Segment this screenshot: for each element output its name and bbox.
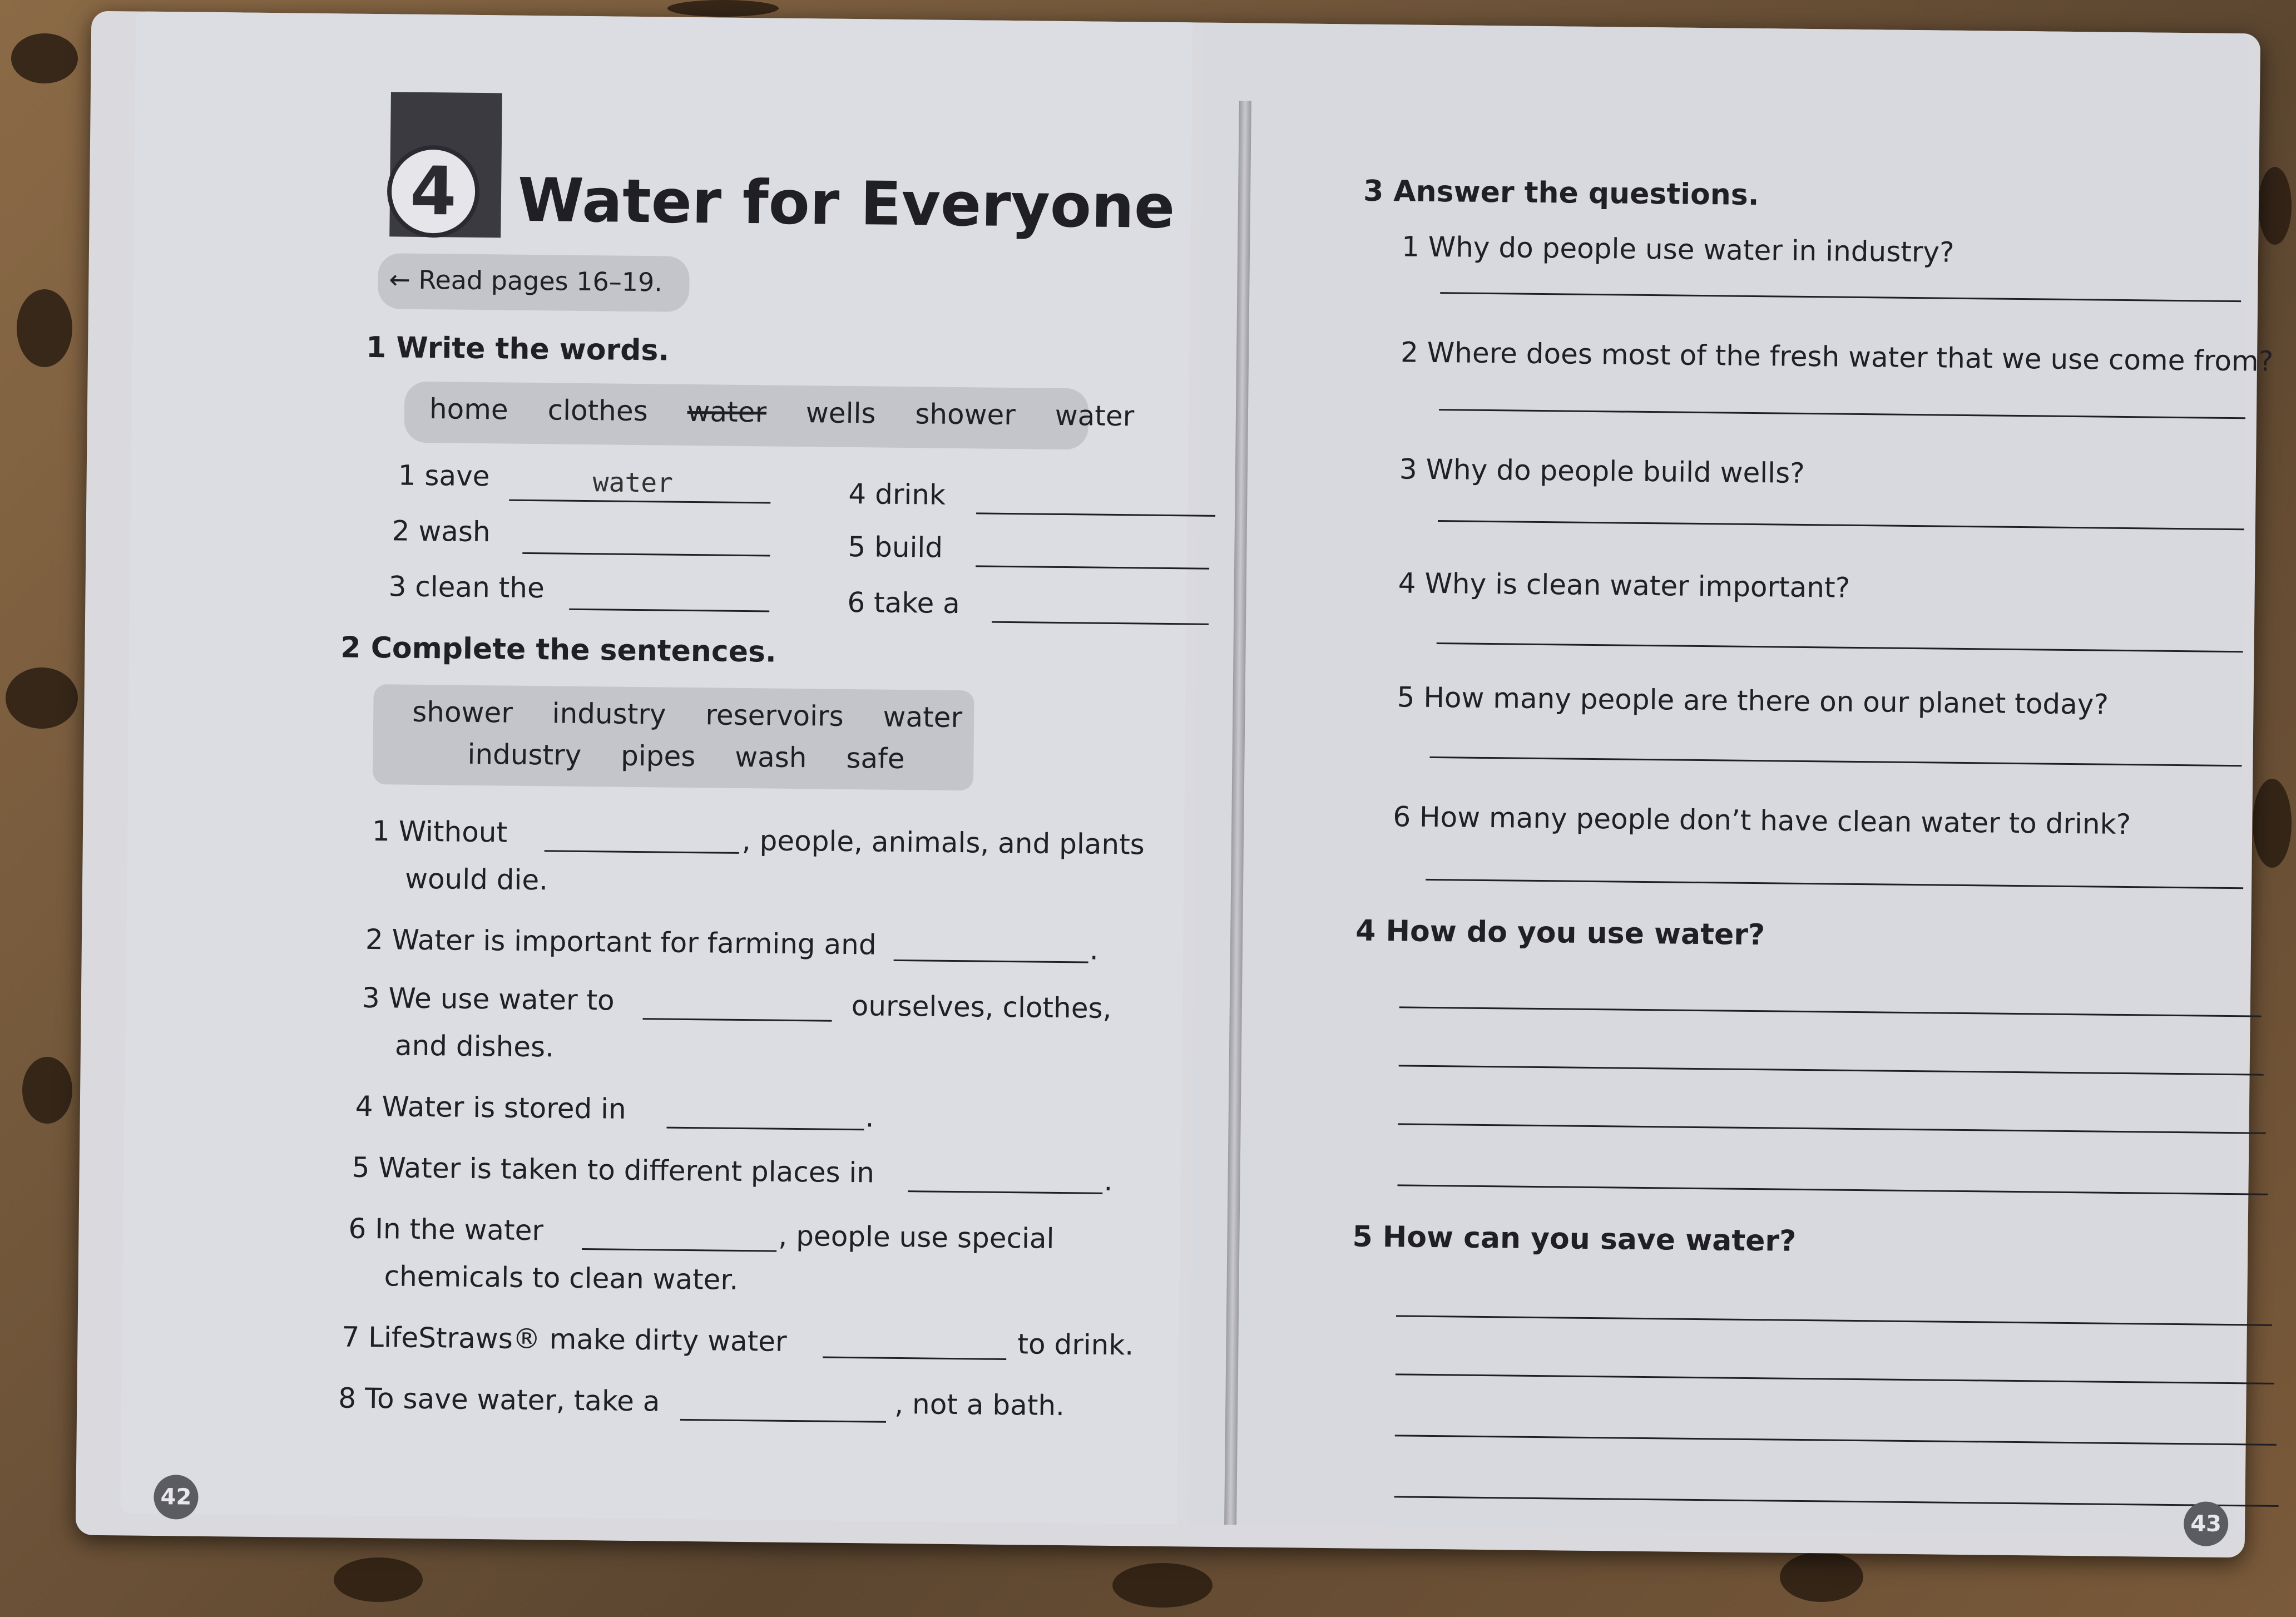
word-bank-item: home	[429, 393, 509, 426]
unit-number: 4	[409, 152, 457, 231]
ex1-item-3: 3 clean the	[388, 570, 545, 605]
ex3-question-5: 5 How many people are there on our planet today?	[1397, 681, 2109, 721]
word-bank-item: water	[883, 700, 963, 734]
unit-number-badge	[387, 145, 480, 238]
ex2-sentence-3-cont: and dishes.	[394, 1029, 555, 1064]
word-bank-item: wash	[734, 740, 807, 774]
word-bank-item: reservoirs	[705, 699, 844, 733]
word-bank-item: industry	[552, 697, 666, 731]
ex2-sentence-7-end: to drink.	[1017, 1328, 1134, 1362]
ex3-heading: 3 Answer the questions.	[1363, 174, 1759, 212]
ex2-sentence-5-start: 5 Water is taken to different places in	[352, 1151, 875, 1189]
ex2-sentence-5-end: .	[1104, 1164, 1113, 1197]
word-bank-item: water	[1055, 399, 1135, 433]
ex3-question-1: 1 Why do people use water in industry?	[1401, 230, 1954, 269]
ex2-sentence-6-end: , people use special	[778, 1219, 1055, 1255]
ex2-sentence-6-start: 6 In the water	[348, 1212, 544, 1247]
ex3-question-3: 3 Why do people build wells?	[1399, 453, 1805, 489]
ex3-question-2: 2 Where does most of the fresh water that we use come from?	[1400, 336, 2274, 378]
ex2-sentence-3-end: ourselves, clothes,	[851, 990, 1112, 1025]
word-bank-item: shower	[915, 398, 1016, 432]
ex4-heading: 4 How do you use water?	[1355, 914, 1765, 952]
ex2-word-bank-row-1	[412, 696, 993, 734]
ex2-sentence-8-end: , not a bath.	[894, 1387, 1065, 1422]
page-number-right: 43	[2184, 1501, 2229, 1546]
ex2-sentence-3-start: 3 We use water to	[362, 981, 615, 1017]
ex2-sentence-1-start: 1 Without	[372, 815, 508, 849]
word-bank-item: industry	[467, 738, 582, 772]
page-number-left: 42	[154, 1475, 199, 1520]
read-pages-text: Read pages 16–19.	[418, 264, 663, 298]
ex2-sentence-4-end: .	[865, 1101, 874, 1134]
word-bank-item: shower	[412, 695, 513, 729]
ex1-answer-1: water	[592, 467, 674, 499]
ex2-sentence-7-start: 7 LifeStraws® make dirty water	[342, 1321, 787, 1358]
ex2-heading: 2 Complete the sentences.	[340, 631, 777, 669]
ex2-sentence-1-cont: would die.	[404, 862, 548, 897]
ex2-sentence-8-start: 8 To save water, take a	[338, 1382, 660, 1418]
ex1-item-2: 2 wash	[392, 515, 491, 548]
ex1-item-4: 4 drink	[848, 477, 946, 511]
unit-title: Water for Everyone	[517, 165, 1175, 243]
word-bank-item: safe	[846, 741, 905, 775]
word-bank-item: clothes	[547, 394, 649, 428]
read-pages-note	[389, 264, 662, 297]
word-bank-item: wells	[805, 397, 876, 430]
ex2-sentence-2-start: 2 Water is important for farming and	[365, 923, 877, 961]
word-bank-item: pipes	[620, 739, 696, 773]
ex2-sentence-2-end: .	[1089, 933, 1099, 966]
ex2-sentence-1-end: , people, animals, and plants	[741, 824, 1145, 861]
ex1-item-1: 1 save	[398, 459, 490, 493]
ex2-sentence-4-start: 4 Water is stored in	[355, 1090, 627, 1125]
arrow-left-icon: ←	[389, 264, 411, 295]
ex1-item-5: 5 build	[848, 530, 943, 564]
ex3-question-6: 6 How many people don’t have clean water to drink?	[1393, 800, 2131, 841]
ex2-sentence-6-cont: chemicals to clean water.	[384, 1260, 739, 1296]
ex2-word-bank-row-2	[467, 738, 936, 775]
word-bank-item-crossed: water	[687, 395, 767, 429]
workbook	[76, 11, 2274, 1558]
ex5-heading: 5 How can you save water?	[1352, 1220, 1797, 1258]
ex3-question-4: 4 Why is clean water important?	[1398, 567, 1850, 604]
ex1-heading: 1 Write the words.	[365, 330, 670, 368]
ex1-item-6: 6 take a	[847, 586, 961, 620]
